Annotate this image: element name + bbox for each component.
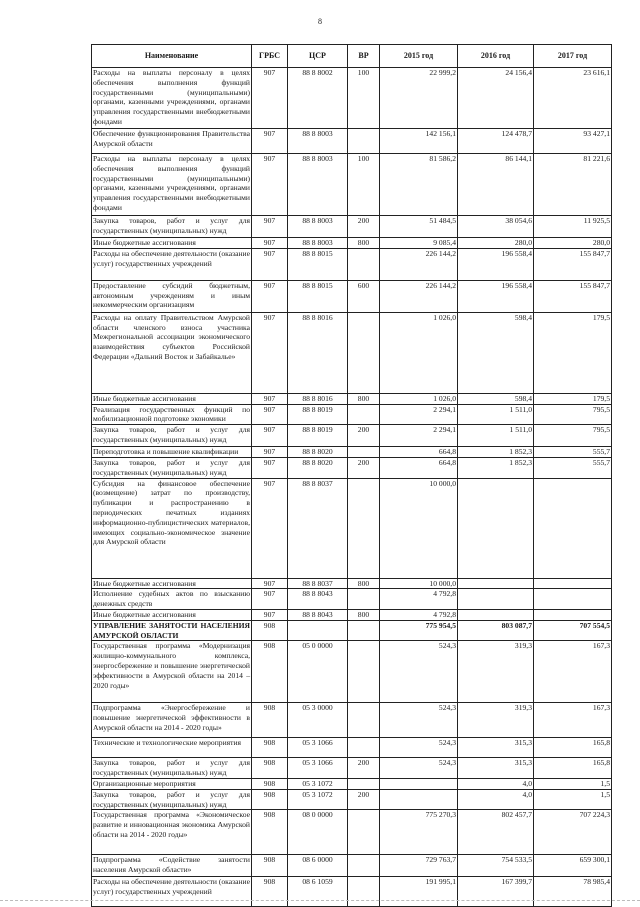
cell-csr: 88 8 8020 xyxy=(288,447,348,458)
cell-csr: 08 0 0000 xyxy=(288,810,348,855)
cell-y2015: 524,3 xyxy=(380,738,458,758)
cell-y2017: 707 554,5 xyxy=(534,620,612,641)
cell-vr xyxy=(348,589,380,610)
cell-csr: 08 6 1059 xyxy=(288,877,348,907)
table-row xyxy=(92,578,612,589)
cell-csr: 88 8 8043 xyxy=(288,609,348,620)
cell-y2017: 179,5 xyxy=(534,393,612,404)
cell-grbs: 907 xyxy=(252,589,288,610)
cell-y2017 xyxy=(534,578,612,589)
cell-name: Расходы на обеспечение деятельности (оказание услуг) государственных учреждений xyxy=(92,877,252,907)
header-csr: ЦСР xyxy=(288,45,348,68)
cell-y2017: 795,5 xyxy=(534,404,612,425)
cell-grbs: 907 xyxy=(252,404,288,425)
cell-name: Расходы на выплаты персоналу в целях обеспечения выполнения функций государственными (муниципальными) органами, казенными учреждениями, органами управления государственными внебюджетными фондами xyxy=(92,154,252,216)
cell-csr: 05 3 1072 xyxy=(288,778,348,789)
page-bottom-divider xyxy=(0,900,640,902)
cell-csr: 88 8 8003 xyxy=(288,154,348,216)
cell-grbs: 907 xyxy=(252,609,288,620)
table-row xyxy=(92,703,612,738)
cell-y2016: 319,3 xyxy=(458,703,534,738)
cell-vr xyxy=(348,404,380,425)
cell-y2017: 23 616,1 xyxy=(534,68,612,129)
cell-grbs: 908 xyxy=(252,758,288,779)
cell-grbs: 907 xyxy=(252,248,288,280)
cell-y2016 xyxy=(458,478,534,578)
cell-vr xyxy=(348,312,380,393)
table-row xyxy=(92,620,612,641)
cell-y2017: 165,8 xyxy=(534,738,612,758)
cell-csr: 88 8 8015 xyxy=(288,280,348,312)
cell-y2016: 598,4 xyxy=(458,393,534,404)
header-vr: ВР xyxy=(348,45,380,68)
cell-name: Реализация государственных функций по мобилизационной подготовке экономики xyxy=(93,404,250,424)
cell-csr: 88 8 8019 xyxy=(288,425,348,447)
cell-name: Технические и технологические мероприятия xyxy=(92,738,252,758)
table-row xyxy=(92,778,612,789)
cell-y2015: 9 085,4 xyxy=(380,238,458,249)
table-header-row xyxy=(92,45,612,68)
cell-grbs: 907 xyxy=(252,447,288,458)
cell-y2016: 86 144,1 xyxy=(458,154,534,216)
cell-csr: 88 8 8016 xyxy=(288,393,348,404)
cell-vr: 200 xyxy=(348,425,380,447)
cell-name: Предоставление субсидий бюджетным, автономным учреждениям и иным некоммерческим организациям xyxy=(92,280,252,312)
cell-y2015: 775 954,5 xyxy=(380,620,458,641)
budget-table xyxy=(91,44,612,907)
cell-grbs: 907 xyxy=(252,478,288,578)
cell-y2016: 315,3 xyxy=(458,738,534,758)
cell-y2016: 803 087,7 xyxy=(458,620,534,641)
cell-y2016: 196 558,4 xyxy=(458,248,534,280)
table-row xyxy=(92,129,612,154)
cell-y2017: 179,5 xyxy=(534,312,612,393)
cell-y2016: 280,0 xyxy=(458,238,534,249)
cell-csr: 05 0 0000 xyxy=(288,641,348,703)
header-2016: 2016 год xyxy=(458,45,534,68)
cell-name: Государственная программа «Модернизация жилищно-коммунального комплекса, энергосбережение и повышение энергетической эффективности в Амурской области на 2014 – 2020 годы» xyxy=(92,641,252,703)
cell-y2015: 191 995,1 xyxy=(380,877,458,907)
cell-csr: 05 3 1072 xyxy=(288,789,348,810)
cell-y2016: 598,4 xyxy=(458,312,534,393)
cell-y2017: 707 224,3 xyxy=(534,810,612,855)
table-row xyxy=(92,312,612,393)
cell-grbs: 907 xyxy=(252,216,288,238)
cell-y2015: 1 026,0 xyxy=(380,393,458,404)
cell-grbs: 908 xyxy=(252,703,288,738)
cell-csr: 88 8 8037 xyxy=(288,478,348,578)
cell-y2016: 1 852,3 xyxy=(458,457,534,478)
cell-y2016 xyxy=(458,589,534,610)
cell-csr: 05 3 0000 xyxy=(288,703,348,738)
cell-name: Расходы на обеспечение деятельности (оказание услуг) государственных учреждений xyxy=(92,248,252,280)
cell-grbs: 908 xyxy=(252,620,288,641)
cell-y2016: 24 156,4 xyxy=(458,68,534,129)
cell-csr: 05 3 1066 xyxy=(288,738,348,758)
cell-vr xyxy=(348,129,380,154)
cell-vr xyxy=(348,855,380,877)
table-row xyxy=(92,810,612,855)
cell-vr xyxy=(348,810,380,855)
cell-name: Подпрограмма «Содействие занятости населения Амурской области» xyxy=(92,855,252,877)
cell-y2016: 754 533,5 xyxy=(458,855,534,877)
cell-y2015: 81 586,2 xyxy=(380,154,458,216)
cell-y2016: 38 054,6 xyxy=(458,216,534,238)
cell-y2015: 226 144,2 xyxy=(380,248,458,280)
cell-y2015 xyxy=(380,789,458,810)
cell-grbs: 908 xyxy=(252,778,288,789)
cell-vr xyxy=(348,738,380,758)
cell-y2015: 664,8 xyxy=(380,447,458,458)
cell-y2016: 167 399,7 xyxy=(458,877,534,907)
cell-vr: 200 xyxy=(348,789,380,810)
cell-y2017 xyxy=(534,589,612,610)
header-2015: 2015 год xyxy=(380,45,458,68)
cell-grbs: 907 xyxy=(252,425,288,447)
cell-name: Организационные мероприятия xyxy=(92,778,252,789)
table-row xyxy=(92,216,612,238)
cell-vr xyxy=(348,703,380,738)
cell-y2015 xyxy=(380,778,458,789)
cell-y2015: 51 484,5 xyxy=(380,216,458,238)
cell-name: Государственная программа «Экономическое развитие и инновационная экономика Амурской области на 2014 - 2020 годы» xyxy=(92,810,252,855)
cell-y2015: 10 000,0 xyxy=(380,478,458,578)
cell-vr: 200 xyxy=(348,216,380,238)
cell-grbs: 907 xyxy=(252,154,288,216)
cell-name: Закупка товаров, работ и услуг для государственных (муниципальных) нужд xyxy=(93,758,250,778)
table-row xyxy=(92,855,612,877)
table-row xyxy=(92,457,612,478)
cell-vr: 100 xyxy=(348,68,380,129)
cell-name: Закупка товаров, работ и услуг для государственных (муниципальных) нужд xyxy=(92,425,252,447)
cell-y2017: 659 300,1 xyxy=(534,855,612,877)
cell-name: Закупка товаров, работ и услуг для государственных (муниципальных) нужд xyxy=(92,216,252,238)
cell-grbs: 907 xyxy=(252,238,288,249)
cell-grbs: 907 xyxy=(252,578,288,589)
cell-y2016: 4,0 xyxy=(458,778,534,789)
table-row xyxy=(92,154,612,216)
cell-name: Закупка товаров, работ и услуг для государственных (муниципальных) нужд xyxy=(93,457,250,477)
cell-y2017: 165,8 xyxy=(534,758,612,779)
cell-y2015: 10 000,0 xyxy=(380,578,458,589)
table-row xyxy=(92,238,612,249)
cell-vr xyxy=(348,778,380,789)
cell-y2015: 1 026,0 xyxy=(380,312,458,393)
cell-y2016: 1 511,0 xyxy=(458,425,534,447)
table-body xyxy=(92,68,612,907)
cell-vr xyxy=(348,641,380,703)
cell-y2015: 775 270,3 xyxy=(380,810,458,855)
cell-y2015: 2 294,1 xyxy=(380,404,458,425)
cell-y2017: 555,7 xyxy=(534,447,612,458)
cell-name: Переподготовка и повышение квалификации xyxy=(92,447,252,458)
cell-csr: 88 8 8003 xyxy=(288,238,348,249)
cell-y2017 xyxy=(534,609,612,620)
cell-name: Подпрограмма «Энергосбережение и повышение энергетической эффективности в Амурской области на 2014 - 2020 годы» xyxy=(92,703,252,738)
cell-y2015: 2 294,1 xyxy=(380,425,458,447)
header-2017: 2017 год xyxy=(534,45,612,68)
table-row xyxy=(92,641,612,703)
cell-y2016: 196 558,4 xyxy=(458,280,534,312)
cell-y2016: 1 511,0 xyxy=(458,404,534,425)
cell-y2015: 22 999,2 xyxy=(380,68,458,129)
page-number: 8 xyxy=(318,17,322,26)
cell-y2016: 4,0 xyxy=(458,789,534,810)
cell-grbs: 907 xyxy=(252,393,288,404)
table-row xyxy=(92,447,612,458)
cell-y2017: 78 985,4 xyxy=(534,877,612,907)
cell-name: Иные бюджетные ассигнования xyxy=(92,609,252,620)
cell-y2017: 155 847,7 xyxy=(534,248,612,280)
cell-csr: 88 8 8003 xyxy=(288,129,348,154)
cell-name: Иные бюджетные ассигнования xyxy=(92,238,252,249)
table-row xyxy=(92,877,612,907)
table-row xyxy=(92,589,612,610)
cell-grbs: 908 xyxy=(252,738,288,758)
cell-name: Субсидия на финансовое обеспечение (возмещение) затрат по производству, публикации и распространению в периодических печатных изданиях информационно-публицистических материалов, имеющих социально-экономическое значение для Амурской области xyxy=(92,478,252,578)
cell-name: Расходы на оплату Правительством Амурской области членского взноса участника Межрегиональной ассоциации экономического взаимодействия субъектов Российской Федерации «Дальний Восток и Забайкалье» xyxy=(92,312,252,393)
cell-y2017: 155 847,7 xyxy=(534,280,612,312)
cell-y2016: 319,3 xyxy=(458,641,534,703)
table-row xyxy=(92,393,612,404)
cell-y2015: 226 144,2 xyxy=(380,280,458,312)
cell-grbs: 907 xyxy=(252,312,288,393)
cell-vr: 200 xyxy=(348,457,380,478)
cell-csr: 05 3 1066 xyxy=(288,758,348,779)
cell-name: Иные бюджетные ассигнования xyxy=(92,578,252,589)
table-row xyxy=(92,738,612,758)
table-row xyxy=(92,425,612,447)
cell-vr xyxy=(348,478,380,578)
header-grbs: ГРБС xyxy=(252,45,288,68)
cell-grbs: 907 xyxy=(252,129,288,154)
cell-y2015: 524,3 xyxy=(380,758,458,779)
cell-vr: 800 xyxy=(348,238,380,249)
cell-y2015: 664,8 xyxy=(380,457,458,478)
cell-y2017: 1,5 xyxy=(534,789,612,810)
cell-y2016 xyxy=(458,609,534,620)
cell-csr: 88 8 8002 xyxy=(288,68,348,129)
cell-grbs: 908 xyxy=(252,641,288,703)
cell-grbs: 907 xyxy=(252,280,288,312)
cell-csr: 88 8 8037 xyxy=(288,578,348,589)
cell-y2016: 802 457,7 xyxy=(458,810,534,855)
cell-name: Обеспечение функционирования Правительства Амурской области xyxy=(92,129,252,154)
cell-y2017: 555,7 xyxy=(534,457,612,478)
cell-y2017: 280,0 xyxy=(534,238,612,249)
cell-vr: 800 xyxy=(348,578,380,589)
cell-y2017: 81 221,6 xyxy=(534,154,612,216)
cell-y2015: 142 156,1 xyxy=(380,129,458,154)
table-row xyxy=(92,248,612,280)
cell-vr xyxy=(348,447,380,458)
cell-csr: 88 8 8015 xyxy=(288,248,348,280)
cell-csr: 08 6 0000 xyxy=(288,855,348,877)
cell-csr xyxy=(288,620,348,641)
table-row xyxy=(92,404,612,425)
cell-y2017: 93 427,1 xyxy=(534,129,612,154)
cell-vr xyxy=(348,877,380,907)
cell-y2015: 729 763,7 xyxy=(380,855,458,877)
cell-y2016: 315,3 xyxy=(458,758,534,779)
cell-y2017: 1,5 xyxy=(534,778,612,789)
cell-csr: 88 8 8043 xyxy=(288,589,348,610)
table-row xyxy=(92,758,612,779)
cell-y2017: 795,5 xyxy=(534,425,612,447)
cell-csr: 88 8 8016 xyxy=(288,312,348,393)
cell-vr: 200 xyxy=(348,758,380,779)
cell-name: Расходы на выплаты персоналу в целях обеспечения выполнения функций государственными (муниципальными) органами, казенными учреждениями, органами управления государственными внебюджетными фондами xyxy=(92,68,252,129)
cell-y2015: 524,3 xyxy=(380,641,458,703)
cell-name: Иные бюджетные ассигнования xyxy=(92,393,252,404)
cell-y2017: 167,3 xyxy=(534,641,612,703)
cell-name: Закупка товаров, работ и услуг для государственных (муниципальных) нужд xyxy=(93,789,250,809)
table-row xyxy=(92,280,612,312)
cell-grbs: 908 xyxy=(252,810,288,855)
cell-vr xyxy=(348,248,380,280)
table-row xyxy=(92,68,612,129)
table-row xyxy=(92,478,612,578)
cell-y2017 xyxy=(534,478,612,578)
cell-vr xyxy=(348,620,380,641)
cell-y2017: 11 925,5 xyxy=(534,216,612,238)
cell-grbs: 908 xyxy=(252,877,288,907)
cell-y2016: 1 852,3 xyxy=(458,447,534,458)
cell-vr: 100 xyxy=(348,154,380,216)
cell-csr: 88 8 8019 xyxy=(288,404,348,425)
cell-grbs: 908 xyxy=(252,789,288,810)
cell-vr: 800 xyxy=(348,609,380,620)
cell-y2015: 4 792,8 xyxy=(380,589,458,610)
cell-vr: 800 xyxy=(348,393,380,404)
cell-y2015: 524,3 xyxy=(380,703,458,738)
cell-y2016 xyxy=(458,578,534,589)
cell-grbs: 907 xyxy=(252,457,288,478)
cell-vr: 600 xyxy=(348,280,380,312)
cell-name: Исполнение судебных актов по взысканию денежных средств xyxy=(93,589,250,609)
cell-csr: 88 8 8020 xyxy=(288,457,348,478)
cell-name: УПРАВЛЕНИЕ ЗАНЯТОСТИ НАСЕЛЕНИЯ АМУРСКОЙ ОБЛАСТИ xyxy=(93,620,250,640)
cell-csr: 88 8 8003 xyxy=(288,216,348,238)
table-row xyxy=(92,789,612,810)
table-row xyxy=(92,609,612,620)
header-name: Наименование xyxy=(92,45,252,68)
cell-y2015: 4 792,8 xyxy=(380,609,458,620)
cell-grbs: 908 xyxy=(252,855,288,877)
cell-y2016: 124 478,7 xyxy=(458,129,534,154)
cell-grbs: 907 xyxy=(252,68,288,129)
cell-y2017: 167,3 xyxy=(534,703,612,738)
